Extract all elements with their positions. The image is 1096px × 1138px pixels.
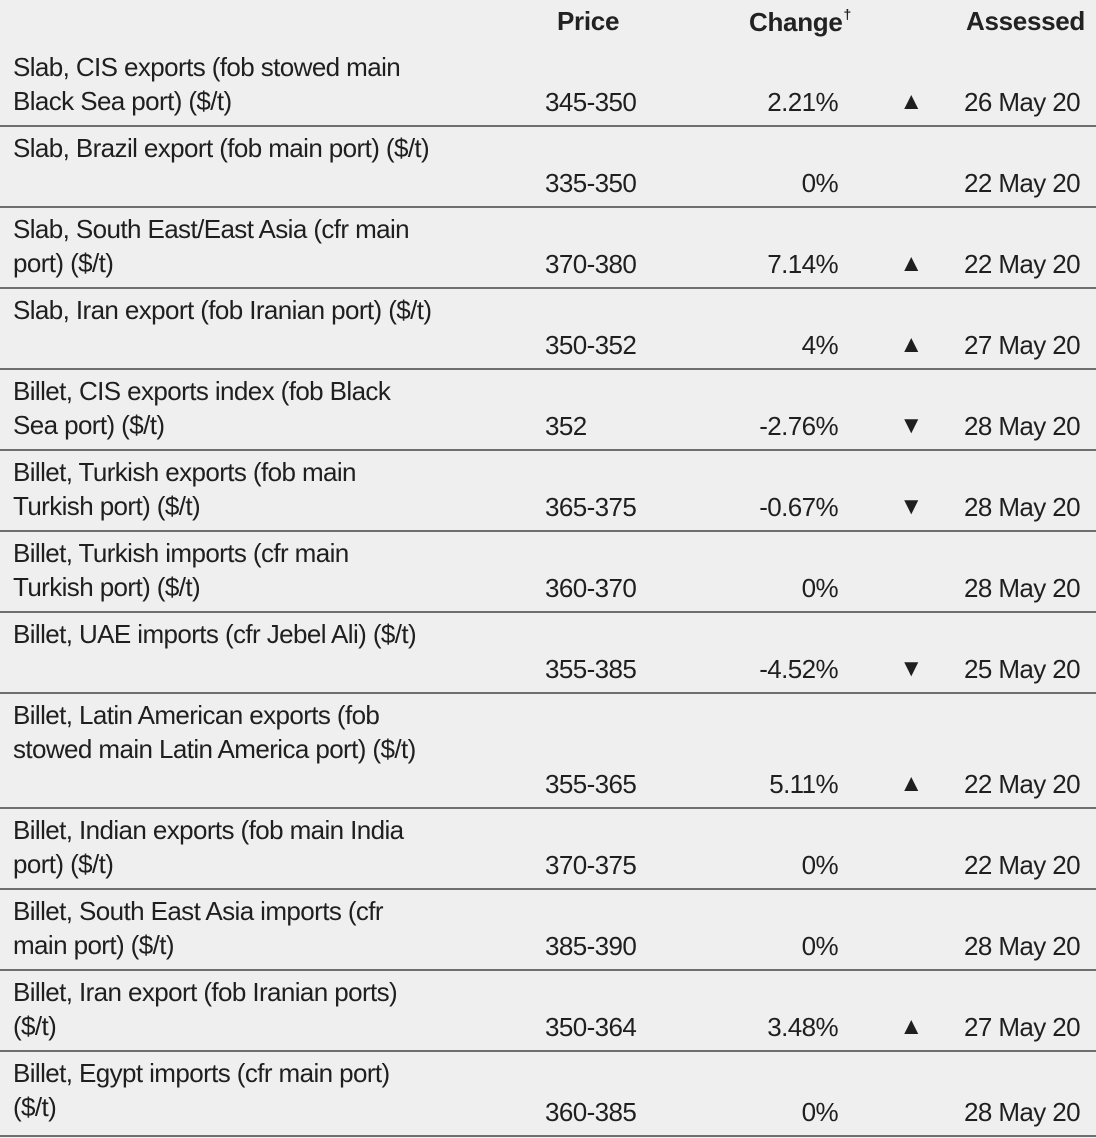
- product-name: Billet, Iran export (fob Iranian ports) ($/t): [13, 977, 398, 1041]
- price-value: 355-385: [545, 654, 637, 684]
- change-column-header: [749, 6, 851, 38]
- up-arrow-icon: ▲: [899, 1013, 923, 1040]
- change-value: -4.52%: [759, 654, 838, 684]
- table-row: [0, 532, 1096, 613]
- price-value: 360-370: [545, 573, 637, 603]
- change-value: 0%: [801, 1097, 838, 1127]
- price-value: 365-375: [545, 492, 637, 522]
- up-arrow-icon: ▲: [899, 770, 923, 797]
- assessed-date: 28 May 20: [963, 1097, 1080, 1127]
- assessed-date: 28 May 20: [963, 492, 1080, 522]
- product-name: Billet, Turkish exports (fob main Turkish port) ($/t): [13, 457, 356, 521]
- price-value: 355-365: [545, 769, 637, 799]
- price-value: 335-350: [545, 168, 637, 198]
- price-value: 350-364: [545, 1012, 637, 1042]
- change-value: 2.21%: [767, 87, 838, 117]
- assessed-date: 27 May 20: [963, 330, 1080, 360]
- assessed-date: 27 May 20: [963, 1012, 1080, 1042]
- change-value: -0.67%: [759, 492, 838, 522]
- product-name: Slab, South East/East Asia (cfr main port) ($/t): [13, 214, 410, 278]
- table-row: [0, 613, 1096, 694]
- change-value: 7.14%: [767, 249, 838, 279]
- assessed-date: 22 May 20: [963, 850, 1080, 880]
- assessed-date: 22 May 20: [963, 168, 1080, 198]
- table-row: [0, 289, 1096, 370]
- table-row: [0, 971, 1096, 1052]
- price-value: 370-380: [545, 249, 637, 279]
- change-value: -2.76%: [759, 411, 838, 441]
- assessed-date: 25 May 20: [963, 654, 1080, 684]
- up-arrow-icon: ▲: [899, 331, 923, 358]
- change-value: 0%: [801, 931, 838, 961]
- product-name: Slab, Brazil export (fob main port) ($/t): [13, 133, 430, 163]
- assessed-date: 22 May 20: [963, 769, 1080, 799]
- price-value: 370-375: [545, 850, 637, 880]
- product-name: Billet, South East Asia imports (cfr main port) ($/t): [13, 896, 383, 960]
- table-row: [0, 694, 1096, 809]
- product-name: Slab, CIS exports (fob stowed main Black Sea port) ($/t): [13, 52, 401, 116]
- down-arrow-icon: ▼: [899, 493, 923, 520]
- price-value: 345-350: [545, 87, 637, 117]
- table-row: [0, 451, 1096, 532]
- assessed-date: 28 May 20: [963, 573, 1080, 603]
- change-value: 4%: [801, 330, 838, 360]
- change-header-label: Change: [749, 7, 843, 37]
- down-arrow-icon: ▼: [899, 655, 923, 682]
- assessed-column-header: Assessed: [966, 6, 1086, 36]
- up-arrow-icon: ▲: [899, 88, 923, 115]
- dagger-footnote-mark: †: [843, 6, 852, 22]
- product-name: Billet, UAE imports (cfr Jebel Ali) ($/t): [13, 619, 417, 649]
- price-value: 385-390: [545, 931, 637, 961]
- change-value: 0%: [801, 573, 838, 603]
- table-row: [0, 890, 1096, 971]
- table-row: [0, 127, 1096, 208]
- change-value: 3.48%: [767, 1012, 838, 1042]
- price-column-header: Price: [557, 6, 620, 36]
- table-row: [0, 208, 1096, 289]
- price-value: 350-352: [545, 330, 637, 360]
- table-row: [0, 46, 1096, 127]
- product-name: Billet, Indian exports (fob main India port) ($/t): [13, 815, 404, 879]
- price-value: 360-385: [545, 1097, 637, 1127]
- assessed-date: 28 May 20: [963, 931, 1080, 961]
- product-name: Billet, Latin American exports (fob stowed main Latin America port) ($/t): [13, 700, 416, 764]
- product-name: Billet, Egypt imports (cfr main port) ($/t): [13, 1058, 390, 1122]
- assessed-date: 28 May 20: [963, 411, 1080, 441]
- assessed-date: 22 May 20: [963, 249, 1080, 279]
- table-row: [0, 809, 1096, 890]
- product-name: Billet, CIS exports index (fob Black Sea port) ($/t): [13, 376, 391, 440]
- up-arrow-icon: ▲: [899, 250, 923, 277]
- down-arrow-icon: ▼: [899, 412, 923, 439]
- assessed-date: 26 May 20: [963, 87, 1080, 117]
- table-header: [0, 0, 1096, 46]
- product-name: Slab, Iran export (fob Iranian port) ($/t): [13, 295, 432, 325]
- product-name: Billet, Turkish imports (cfr main Turkish port) ($/t): [13, 538, 349, 602]
- change-value: 5.11%: [769, 769, 838, 799]
- table-row: [0, 1052, 1096, 1137]
- change-value: 0%: [801, 168, 838, 198]
- table-row: [0, 370, 1096, 451]
- change-value: 0%: [801, 850, 838, 880]
- price-value: 352: [545, 411, 587, 441]
